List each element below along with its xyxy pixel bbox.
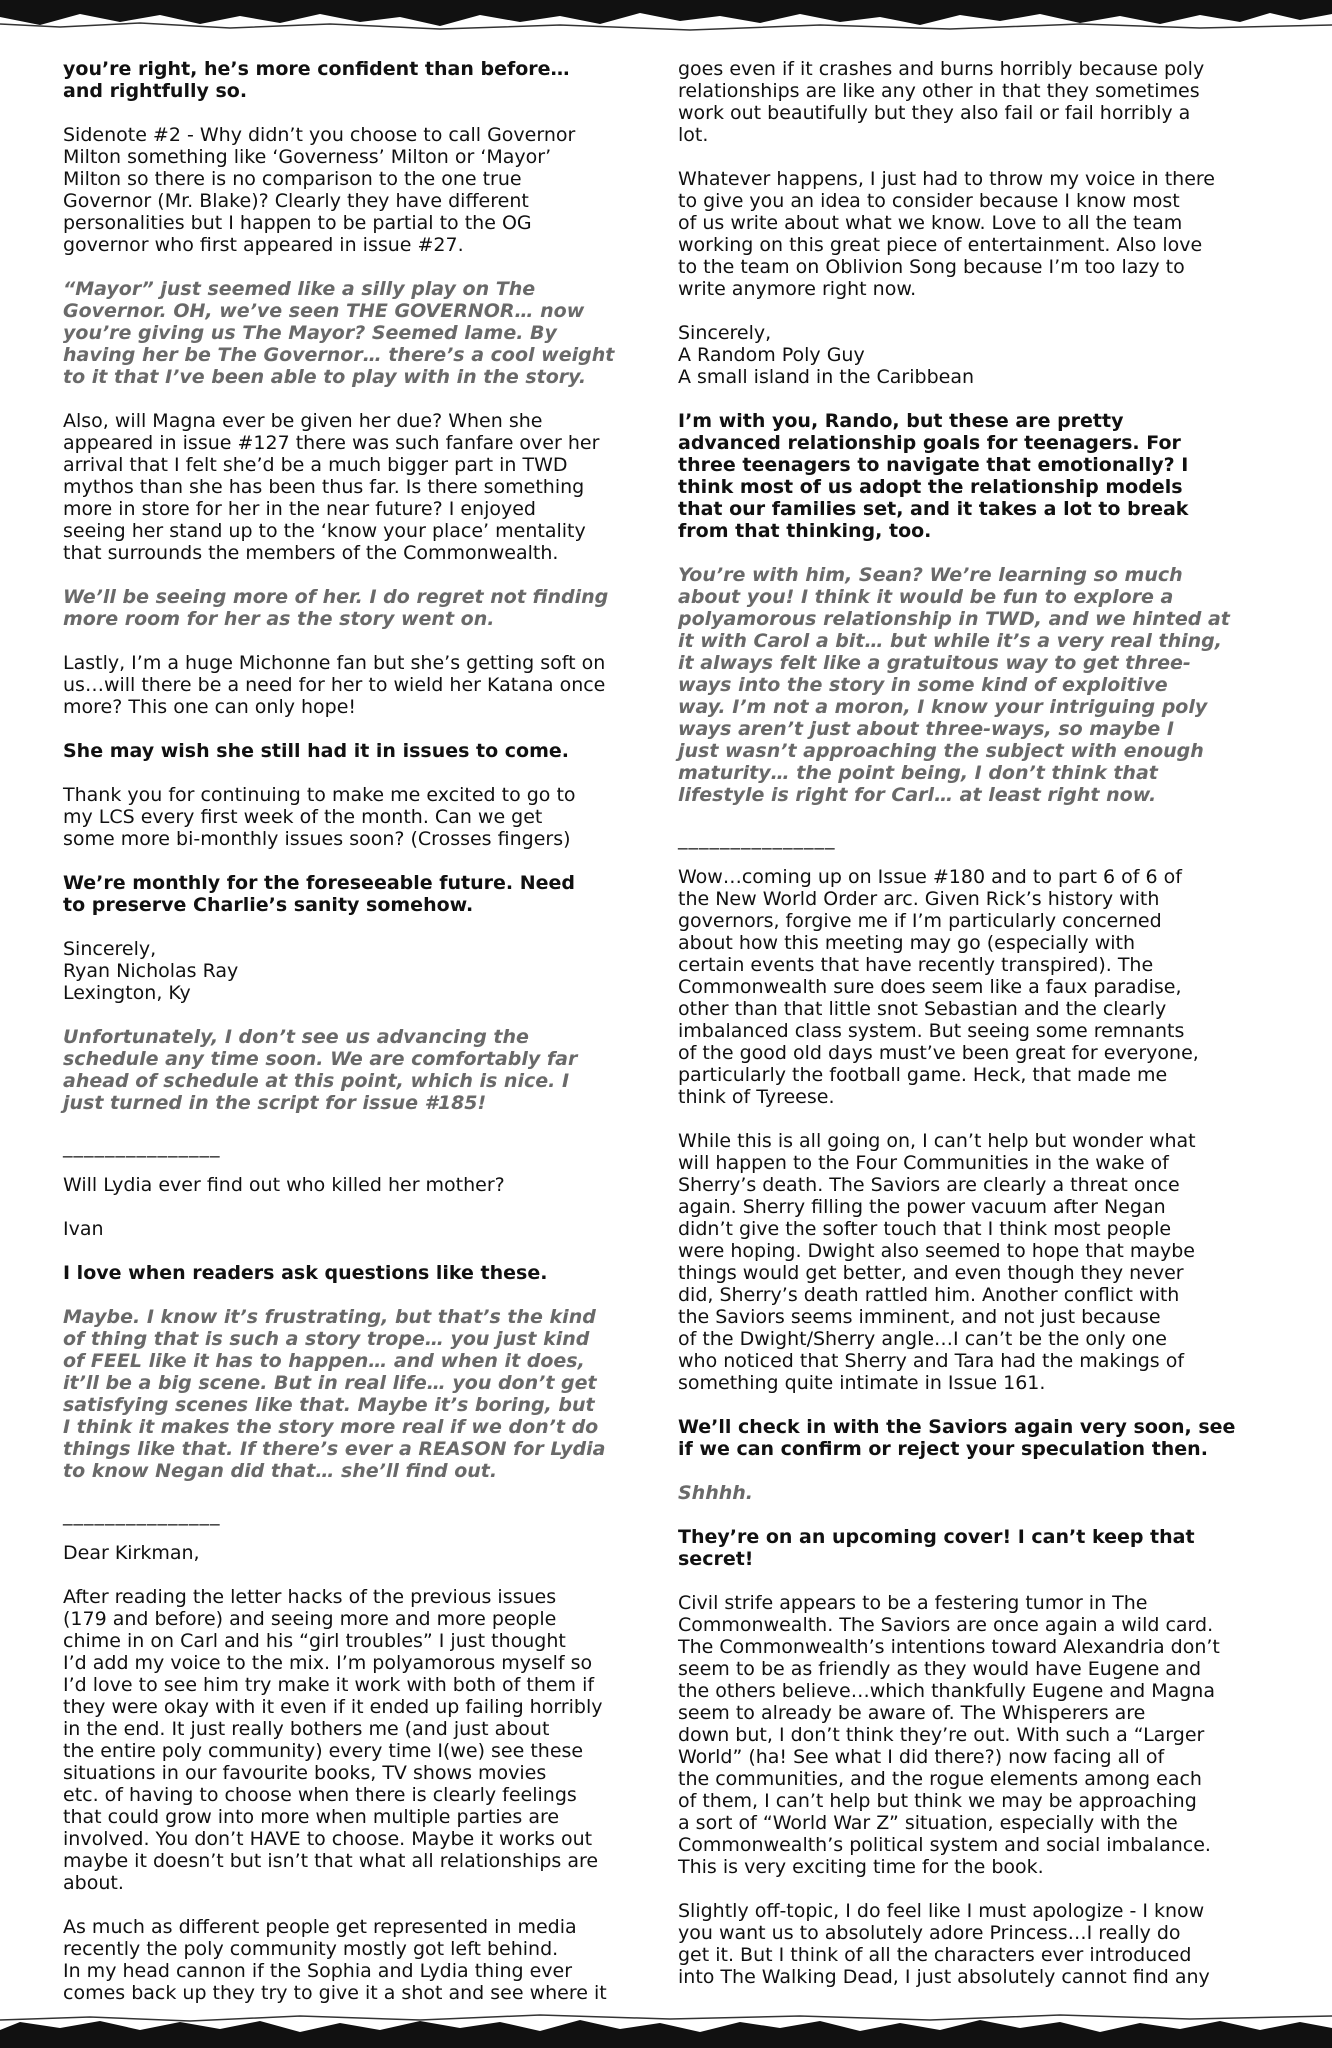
reply-italic: You’re with him, Sean? We’re learning so much about you! I think it would be fun to explore a polyamorous relationship in TWD, and we hinted at it with Carol a bit… but while it’s a very real thing, it always felt like a gratuitous way to get three- ways into the story in some kind of exploitive way. I’m not a moron, I know your intriguing poly ways aren’t just about three-ways, so maybe I just wasn’t approaching the subject with enough maturity… the point being, I don’t think that lifestyle is right for Carl… at least right now. bbox=[678, 564, 1230, 806]
reply-italic: Maybe. I know it’s frustrating, but that’s the kind of thing that is such a story trope… you just kind of FEEL like it has to happen… and when it does, it’ll be a big scene. But in real life… you don’t get satisfying scenes like that. Maybe it’s boring, but I think it makes the story more real if we don’t do things like that. If there’s ever a REASON for Lydia to know Negan did that… she’ll find out. bbox=[63, 1306, 606, 1482]
reply-bold: you’re right, he’s more confident than before… and rightfully so. bbox=[63, 58, 570, 102]
letter-paragraph: Lastly, I’m a huge Michonne fan but she’s getting soft on us…will there be a need for her to wield her Katana once more? This one can only hope! bbox=[63, 652, 606, 718]
letter-paragraph: Sidenote #2 - Why didn’t you choose to call Governor Milton something like ‘Governess’ Milton or ‘Mayor’ Milton so there is no comparison to the one true Governor (Mr. Blake)? Clearly they have different personalities but I happen to be partial to the OG governor who first appeared in issue #27. bbox=[63, 124, 576, 256]
letter-paragraph: Sincerely, Ryan Nicholas Ray Lexington, Ky bbox=[63, 938, 239, 1004]
torn-edge-top bbox=[0, 0, 1332, 44]
letter-paragraph: While this is all going on, I can’t help but wonder what will happen to the Four Communities in the wake of Sherry’s death. The Saviors are clearly a threat once again. Sherry filling the power vacuum after Negan didn’t give the softer touch that I think most people were hoping. Dwight also seemed to hope that maybe things would get better, and even though they never did, Sherry’s death rattled him. Another conflict with the Saviors seems imminent, and not just because of the Dwight/Sherry angle…I can’t be the only one who noticed that Sherry and Tara had the makings of something quite intimate in Issue 161. bbox=[678, 1130, 1196, 1394]
letter-paragraph: Sincerely, A Random Poly Guy A small island in the Caribbean bbox=[678, 322, 975, 388]
letter-paragraph: Wow…coming up on Issue #180 and to part 6 of 6 of the New World Order arc. Given Rick’s history with governors, forgive me if I’m particularly concerned about how this meeting may go (especially with certain events that have recently transpired). The Commonwealth sure does seem like a faux paradise, other than that little snot Sebastian and the clearly imbalanced class system. But seeing some remnants of the good old days must’ve been great for everyone, particularly the football game. Heck, that made me think of Tyreese. bbox=[678, 866, 1199, 1108]
right-column bbox=[678, 58, 1273, 1990]
reply-bold: She may wish she still had it in issues to come. bbox=[63, 740, 570, 762]
letter-separator: _______________ bbox=[63, 1136, 221, 1158]
reply-italic: “Mayor” just seemed like a silly play on The Governor. OH, we’ve seen THE GOVERNOR… now you’re giving us The Mayor? Seemed lame. By having her be The Governor… there’s a cool weight to it that I’ve been able to play with in the story. bbox=[63, 278, 615, 388]
reply-bold: I’m with you, Rando, but these are pretty advanced relationship goals for teenagers. For three teenagers to navigate that emotionally? I think most of us adopt the relationship models that our families set, and it takes a lot to break from that thinking, too. bbox=[678, 410, 1189, 542]
letter-paragraph: Also, will Magna ever be given her due? When she appeared in issue #127 there was such fanfare over her arrival that I felt she’d be a much bigger part in TWD mythos than she has been thus far. Is there something more in store for her in the near future? I enjoyed seeing her stand up to the ‘know your place’ mentality that surrounds the members of the Commonwealth. bbox=[63, 410, 600, 564]
letter-paragraph: Dear Kirkman, bbox=[63, 1542, 200, 1564]
letter-paragraph: Whatever happens, I just had to throw my voice in there to give you an idea to consider because I know most of us write about what we know. Love to all the team working on this great piece of entertainment. Also love to the team on Oblivion Song because I’m too lazy to write anymore right now. bbox=[678, 168, 1215, 300]
letter-paragraph: Thank you for continuing to make me excited to go to my LCS every first week of the month. Can we get some more bi-monthly issues soon? (Crosses fingers) bbox=[63, 784, 576, 850]
reply-italic: Unfortunately, I don’t see us advancing the schedule any time soon. We are comfortably far ahead of schedule at this point, which is nice. I just turned in the script for issue #185! bbox=[63, 1026, 578, 1114]
letter-paragraph: Ivan bbox=[63, 1218, 104, 1240]
reply-bold: They’re on an upcoming cover! I can’t keep that secret! bbox=[678, 1526, 1195, 1570]
letter-paragraph: As much as different people get represented in media recently the poly community mostly got left behind. In my head cannon if the Sophia and Lydia thing ever comes back up they try to give it a shot and see where it bbox=[63, 1916, 607, 2004]
letters-page bbox=[63, 58, 1273, 2004]
reply-italic: We’ll be seeing more of her. I do regret not finding more room for her as the story went on. bbox=[63, 586, 609, 630]
letter-separator: _______________ bbox=[678, 828, 836, 850]
reply-bold: I love when readers ask questions like these. bbox=[63, 1262, 548, 1284]
letter-separator: _______________ bbox=[63, 1504, 221, 1526]
letter-paragraph: goes even if it crashes and burns horribly because poly relationships are like any other in that they sometimes work out beautifully but they also fail or fail horribly a lot. bbox=[678, 58, 1205, 146]
letter-paragraph: Will Lydia ever find out who killed her mother? bbox=[63, 1174, 505, 1196]
reply-italic: Shhhh. bbox=[678, 1482, 754, 1504]
letter-paragraph: Slightly off-topic, I do feel like I must apologize - I know you want us to absolutely adore Princess…I really do get it. But I think of all the characters ever introduced into The Walking Dead, I just absolutely cannot find any bbox=[678, 1900, 1210, 1988]
letter-paragraph: Civil strife appears to be a festering tumor in The Commonwealth. The Saviors are once again a wild card. The Commonwealth’s intentions toward Alexandria don’t seem to be as friendly as they would have Eugene and the others believe…which thankfully Eugene and Magna seem to already be aware of. The Whisperers are down but, I don’t think they’re out. With such a “Larger World” (ha! See what I did there?) now facing all of the communities, and the rogue elements among each of them, I can’t help but think we may be approaching a sort of “World War Z” situation, especially with the Commonwealth’s political system and social imbalance. This is very exciting time for the book. bbox=[678, 1592, 1220, 1878]
left-column bbox=[63, 58, 658, 2004]
reply-bold: We’re monthly for the foreseeable future. Need to preserve Charlie’s sanity somehow. bbox=[63, 872, 576, 916]
torn-edge-bottom bbox=[0, 2004, 1332, 2048]
reply-bold: We’ll check in with the Saviors again very soon, see if we can confirm or reject your speculation then. bbox=[678, 1416, 1236, 1460]
letter-paragraph: After reading the letter hacks of the previous issues (179 and before) and seeing more and more people chime in on Carl and his “girl troubles” I just thought I’d add my voice to the mix. I’m polyamorous myself so I’d love to see him try make it work with both of them if they were okay with it even if it ended up failing horribly in the end. It just really bothers me (and just about the entire poly community) every time I(we) see these situations in our favourite books, TV shows movies etc. of having to choose when there is clearly feelings that could grow into more when multiple parties are involved. You don’t HAVE to choose. Maybe it works out maybe it doesn’t but isn’t that what all relationships are about. bbox=[63, 1586, 603, 1894]
